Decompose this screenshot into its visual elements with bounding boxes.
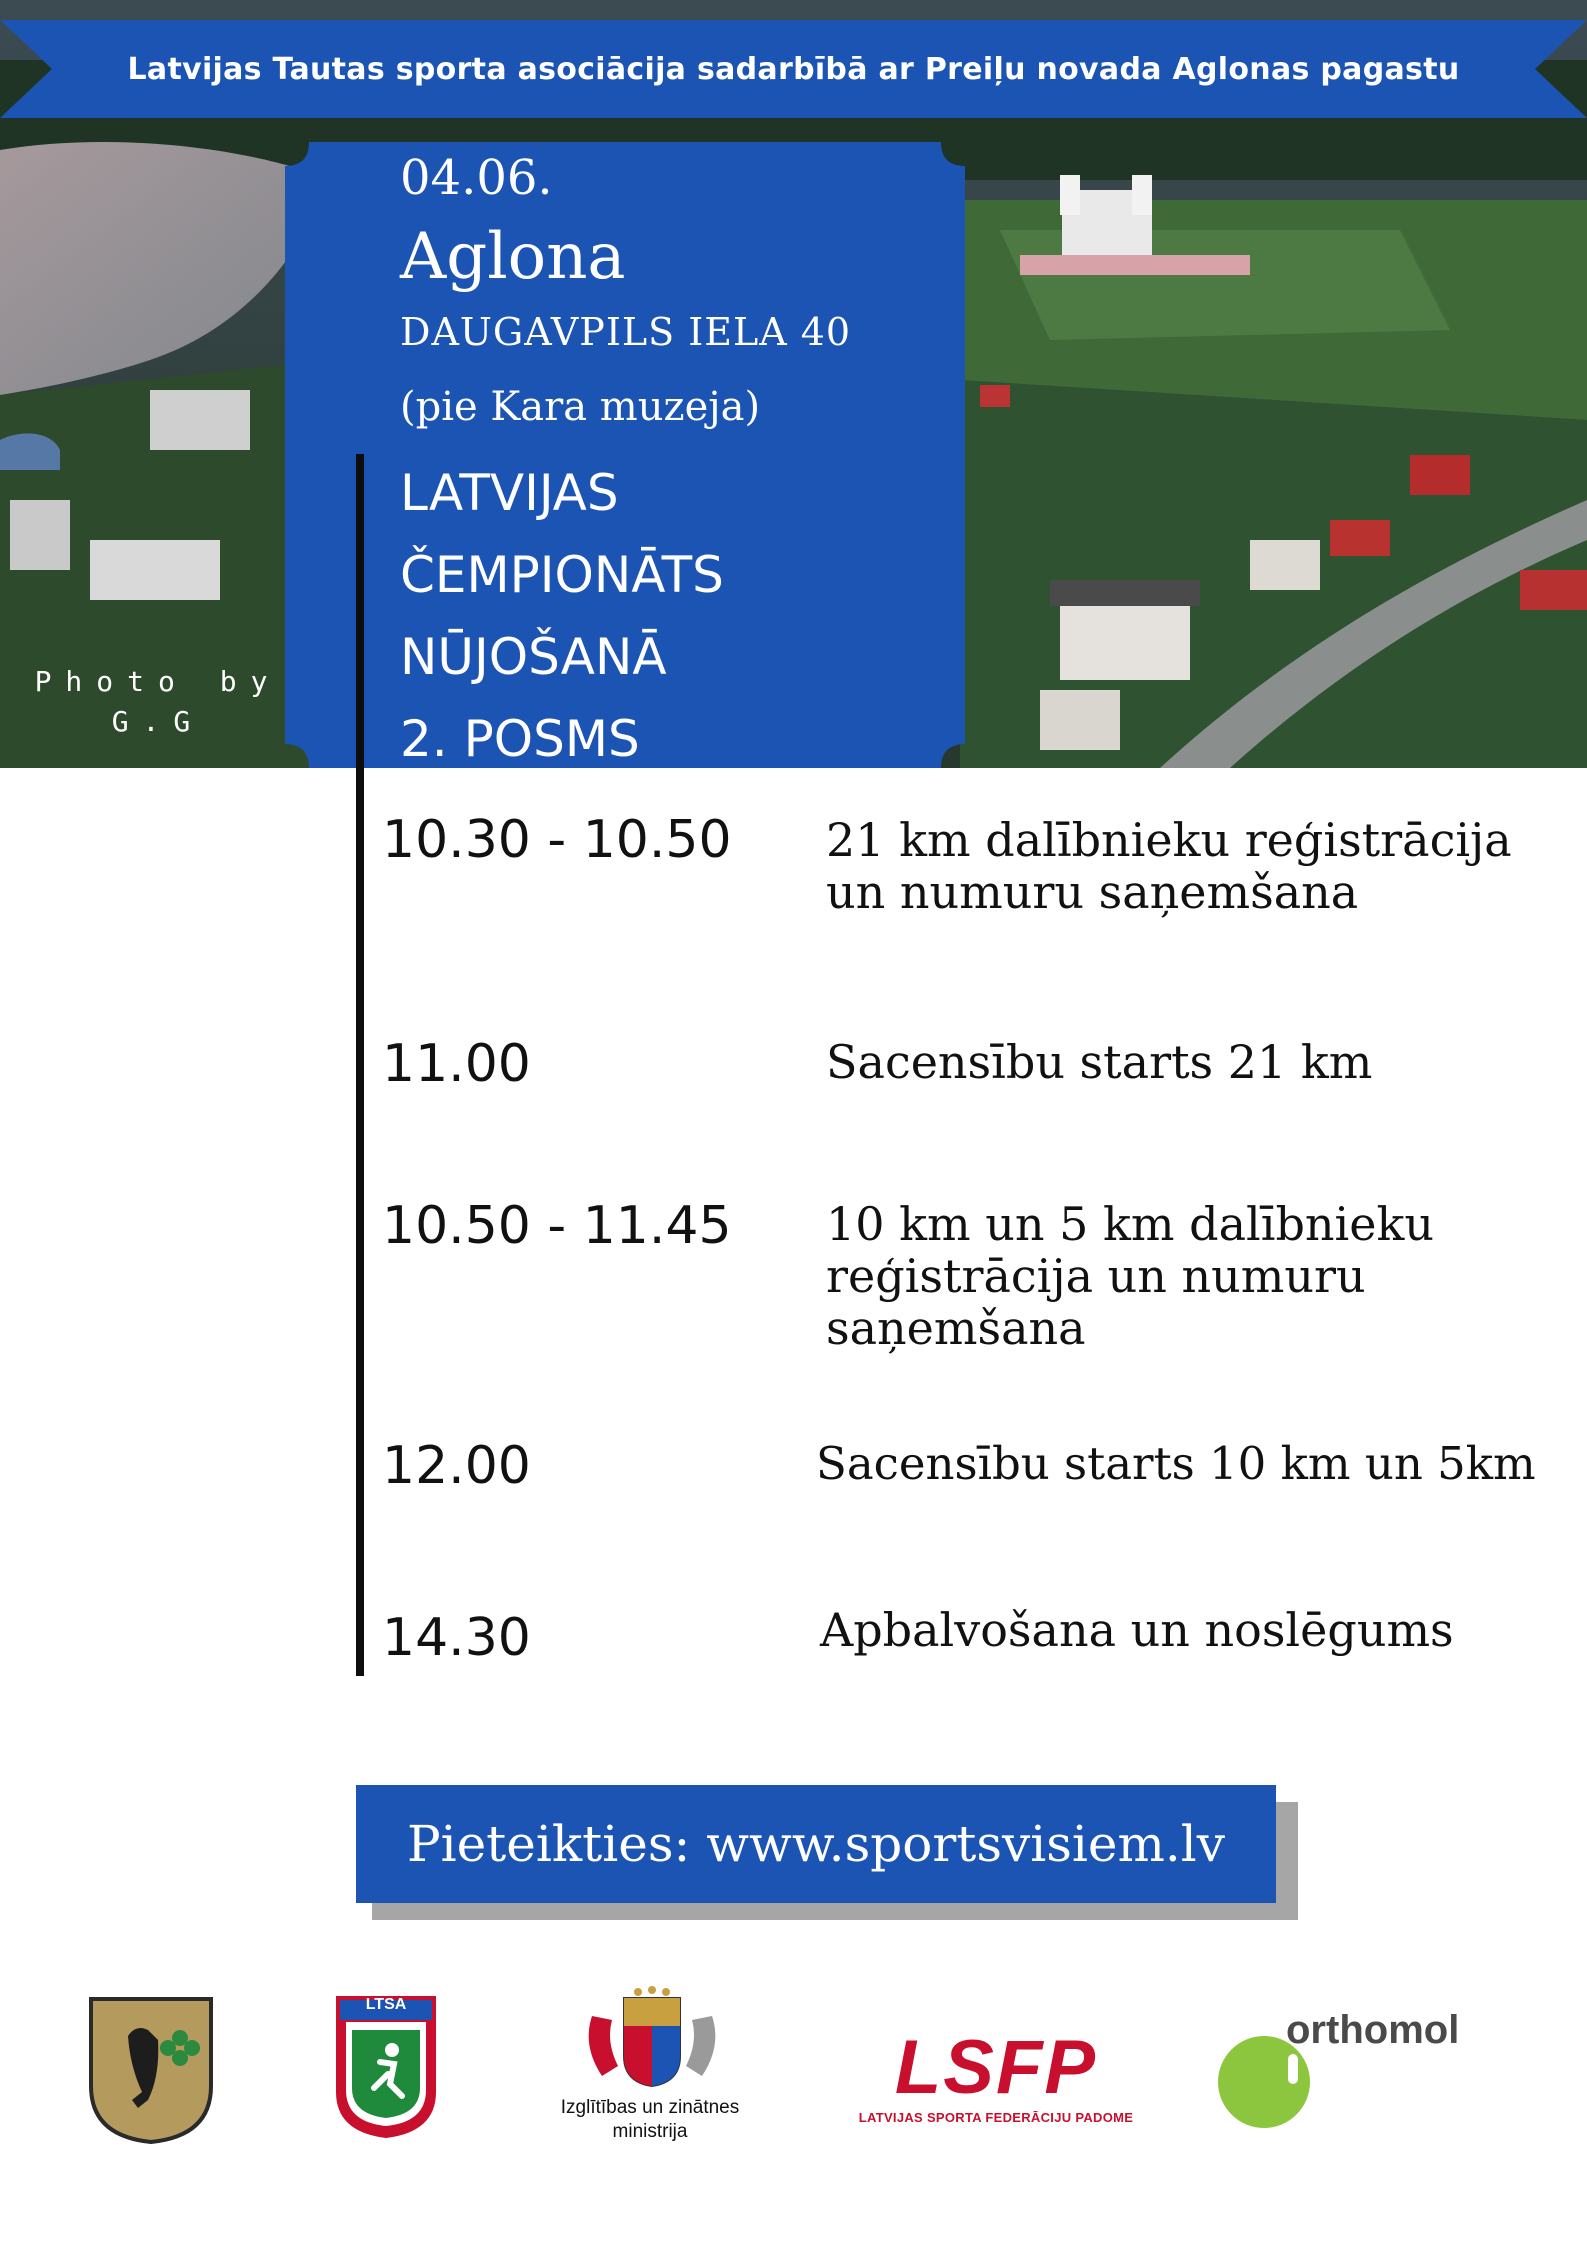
- lsfp-caption: LATVIJAS SPORTA FEDERĀCIJU PADOME: [858, 2110, 1134, 2125]
- event-title-line: 2. POSMS: [400, 710, 640, 768]
- ltsa-logo-icon: [332, 1992, 440, 2142]
- latvia-coat-of-arms-icon: [572, 1986, 732, 2090]
- schedule-time: 10.50 - 11.45: [382, 1196, 732, 1256]
- ltsa-logo-text: LTSA: [365, 1996, 407, 2013]
- schedule-time: 12.00: [382, 1436, 531, 1496]
- schedule-description: 10 km un 5 km dalībnieku reģistrācija un numuru saņemšana: [826, 1197, 1434, 1355]
- event-title-line: NŪJOŠANĀ: [400, 628, 667, 686]
- schedule-time: 11.00: [382, 1034, 531, 1094]
- schedule-description: Apbalvošana un noslēgums: [820, 1603, 1454, 1657]
- event-title: [400, 452, 724, 780]
- signup-banner[interactable]: Pieteikties: www.sportsvisiem.lv: [356, 1785, 1276, 1903]
- event-address: DAUGAVPILS IELA 40: [400, 310, 852, 354]
- lsfp-logo-text: LSFP: [894, 2025, 1098, 2110]
- schedule-description: Sacensību starts 21 km: [826, 1035, 1373, 1089]
- aglona-coat-of-arms-icon: [88, 1996, 214, 2144]
- timeline-bar: [356, 454, 364, 1676]
- event-date: 04.06.: [400, 150, 553, 206]
- event-place: Aglona: [400, 220, 626, 294]
- ministry-caption: Izglītības un zinātnes ministrija: [560, 2097, 740, 2142]
- schedule-description: 21 km dalībnieku reģistrācija un numuru saņemšana: [826, 813, 1512, 919]
- event-venue: (pie Kara muzeja): [400, 384, 761, 430]
- event-title-line: LATVIJAS: [400, 464, 619, 522]
- event-title-line: ČEMPIONĀTS: [400, 546, 724, 604]
- schedule-description: Sacensību starts 10 km un 5km: [816, 1437, 1536, 1490]
- photo-credit: Photo by G.G: [34, 665, 282, 738]
- organizer-text: Latvijas Tautas sporta asociācija sadarbībā ar Preiļu novada Aglonas pagastu: [127, 51, 1460, 87]
- schedule-time: 10.30 - 10.50: [382, 810, 732, 870]
- schedule-time: 14.30: [382, 1608, 531, 1668]
- orthomol-logo-text: orthomol: [1286, 2008, 1460, 2052]
